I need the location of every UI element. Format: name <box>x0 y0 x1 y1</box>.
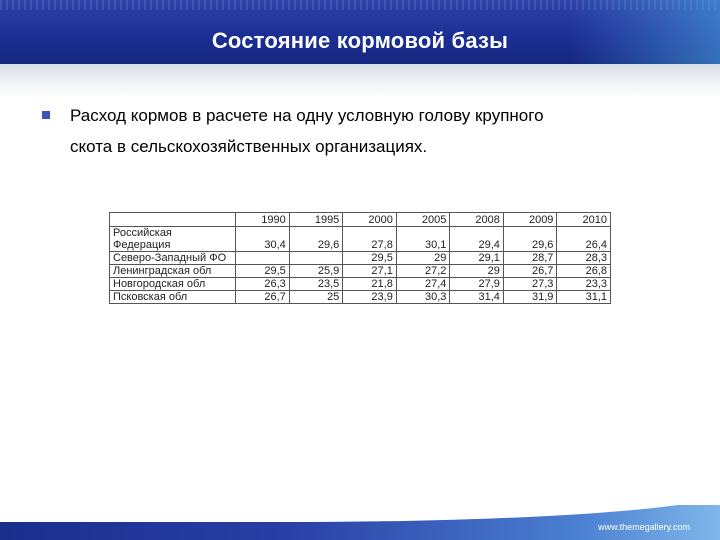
table-row <box>110 291 611 304</box>
table-header-cell: 2009 <box>503 213 557 227</box>
table-cell: 29,5 <box>236 265 290 278</box>
table-cell: 27,8 <box>343 227 397 252</box>
table-cell: 25 <box>289 291 343 304</box>
row-label: Псковская обл <box>110 291 236 304</box>
table-cell: 29,1 <box>450 252 504 265</box>
table-header-cell: 2010 <box>557 213 611 227</box>
table-cell: 27,3 <box>503 278 557 291</box>
row-label: Новгородская обл <box>110 278 236 291</box>
table-row <box>110 227 611 252</box>
table-cell: 29 <box>450 265 504 278</box>
table-cell: 23,5 <box>289 278 343 291</box>
table-cell: 27,2 <box>396 265 450 278</box>
bullet-text-line-2: скота в сельскохозяйственных организациях. <box>70 137 428 156</box>
table-header-row <box>110 213 611 227</box>
table-cell: 28,7 <box>503 252 557 265</box>
table-cell: 27,4 <box>396 278 450 291</box>
table-header-cell: 1990 <box>236 213 290 227</box>
table-row <box>110 265 611 278</box>
table-cell <box>236 252 290 265</box>
square-bullet-icon <box>42 111 50 119</box>
table-cell: 29,6 <box>289 227 343 252</box>
table-header-cell: 1995 <box>289 213 343 227</box>
bullet-paragraph <box>46 100 666 162</box>
row-label: Ленинградская обл <box>110 265 236 278</box>
header-shadow <box>0 64 720 98</box>
table-cell: 23,3 <box>557 278 611 291</box>
slide-title: Состояние кормовой базы <box>211 28 509 53</box>
table-cell: 30,1 <box>396 227 450 252</box>
table-cell: 26,7 <box>503 265 557 278</box>
table-row <box>110 252 611 265</box>
table-header-cell: 2005 <box>396 213 450 227</box>
table-cell: 21,8 <box>343 278 397 291</box>
table-header-cell <box>110 213 236 227</box>
table-cell: 29,5 <box>343 252 397 265</box>
table-cell: 27,9 <box>450 278 504 291</box>
table-cell: 27,1 <box>343 265 397 278</box>
table-cell <box>289 252 343 265</box>
table-cell: 25,9 <box>289 265 343 278</box>
table-cell: 26,7 <box>236 291 290 304</box>
feed-consumption-table <box>109 212 611 304</box>
bullet-text-line-1: Расход кормов в расчете на одну условную голову крупного <box>70 106 544 125</box>
table-cell: 31,4 <box>450 291 504 304</box>
table-cell: 29,6 <box>503 227 557 252</box>
row-label: Российская Федерация <box>110 227 236 252</box>
footer-url: www.themegallery.com <box>598 522 690 532</box>
table-cell: 31,9 <box>503 291 557 304</box>
table-cell: 29,4 <box>450 227 504 252</box>
table-cell: 30,3 <box>396 291 450 304</box>
table-cell: 30,4 <box>236 227 290 252</box>
table-cell: 29 <box>396 252 450 265</box>
table-cell: 26,3 <box>236 278 290 291</box>
table-cell: 26,4 <box>557 227 611 252</box>
table-cell: 23,9 <box>343 291 397 304</box>
table-header-cell: 2008 <box>450 213 504 227</box>
table-cell: 26,8 <box>557 265 611 278</box>
table-cell: 31,1 <box>557 291 611 304</box>
row-label: Северо-Западный ФО <box>110 252 236 265</box>
table-row <box>110 278 611 291</box>
table-cell: 28,3 <box>557 252 611 265</box>
table-header-cell: 2000 <box>343 213 397 227</box>
